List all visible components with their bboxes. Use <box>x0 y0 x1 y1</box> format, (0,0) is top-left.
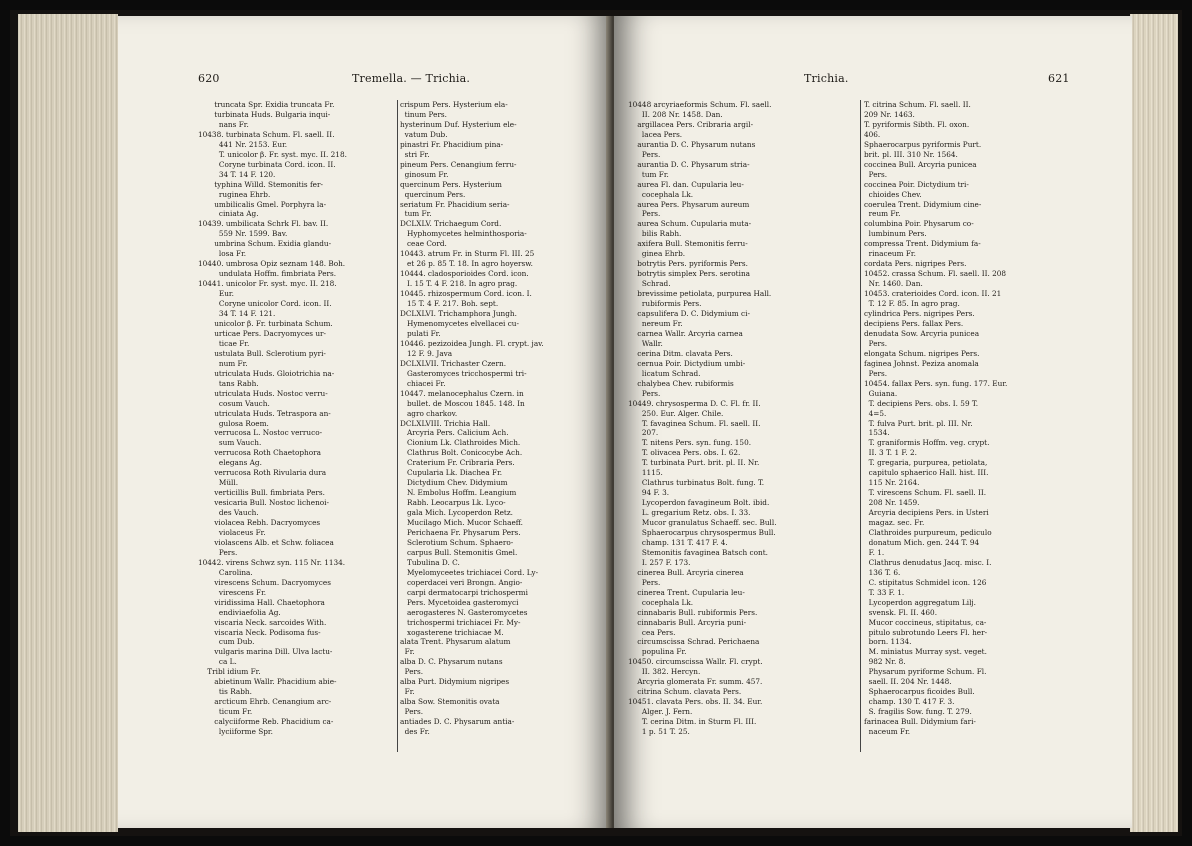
entry-line: Stemonitis favaginea Batsch cont. <box>628 547 768 557</box>
left-page <box>118 16 612 828</box>
entry-line: Pers. <box>628 149 661 159</box>
entry-line: M. miniatus Murray syst. veget. <box>864 647 987 657</box>
entry-line: C. stipitatus Schmidel icon. 126 <box>864 577 987 587</box>
right-page-edges <box>1130 14 1178 832</box>
entry-line: 10442. virens Schwz syn. 115 Nr. 1134. <box>198 557 346 567</box>
entry-line: 10446. pezizoidea Jungh. Fl. crypt. jav. <box>400 338 544 348</box>
entry-line: Mucilago Mich. Mucor Schaeff. <box>400 518 524 528</box>
entry-line: Arcyria glomerata Fr. summ. 457. <box>628 677 763 687</box>
entry-line: elongata Schum. nigripes Pers. <box>864 348 980 358</box>
entry-line: Pers. <box>400 707 424 717</box>
entry-line: 10451. clavata Pers. obs. II. 34. Eur. <box>628 697 763 707</box>
entry-line: F. 1. <box>864 547 885 557</box>
entry-line: 10453. craterioides Cord. icon. II. 21 <box>864 289 1002 299</box>
entry-line: Dictydium Chev. Didymium <box>400 478 508 488</box>
entry-line: Sphaerocarpus ficoides Bull. <box>864 687 975 697</box>
entry-line: verrucosa Roth Rivularia dura <box>198 468 327 478</box>
entry-line: Physarum pyriforme Schum. Fl. <box>864 667 987 677</box>
entry-line: 4=5. <box>864 408 887 418</box>
right-column-1 <box>628 100 844 737</box>
entry-line: Lycoperdon aggregatum Lilj. <box>864 597 977 607</box>
entry-line: ruginea Ehrb. <box>198 189 271 199</box>
entry-line: aurea Schum. Cupularia muta- <box>628 219 752 229</box>
entry-line: carpus Bull. Stemonitis Gmel. <box>400 547 518 557</box>
entry-line: aurea Pers. Physarum aureum <box>628 199 750 209</box>
entry-line: Gasteromyces tricchospermi tri- <box>400 368 527 378</box>
entry-line: seriatum Fr. Phacidium seria- <box>400 199 510 209</box>
entry-line: T. 12 F. 85. In agro prag. <box>864 299 960 309</box>
entry-line: Tubulina D. C. <box>400 557 460 567</box>
entry-line: circumscissa Schrad. Perichaena <box>628 637 760 647</box>
entry-line: Cionium Lk. Clathroides Mich. <box>400 438 521 448</box>
entry-line: Arcyria Pers. Calicium Ach. <box>400 428 509 438</box>
entry-line: Hymenomycetes elvellacei cu- <box>400 318 519 328</box>
entry-line: tum Fr. <box>400 209 432 219</box>
entry-line: lacea Pers. <box>628 129 683 139</box>
entry-line: tum Fr. <box>628 169 669 179</box>
entry-line: calyciiforme Reb. Phacidium ca- <box>198 717 334 727</box>
entry-line: 136 T. 6. <box>864 567 901 577</box>
entry-line: Clathroides purpureum, pediculo <box>864 527 992 537</box>
entry-line: nereum Fr. <box>628 318 683 328</box>
entry-line: champ. 130 T. 417 F. 3. <box>864 697 955 707</box>
entry-line: Müll. <box>198 478 239 488</box>
entry-line: N. Embolus Hoffm. Leangium <box>400 488 517 498</box>
entry-line: ceae Cord. <box>400 239 447 249</box>
entry-line: T. decipiens Pers. obs. I. 59 T. <box>864 398 979 408</box>
entry-line: umbrina Schum. Exidia glandu- <box>198 239 332 249</box>
entry-line: umbilicalis Gmel. Porphyra la- <box>198 199 327 209</box>
entry-line: II. 208 Nr. 1458. Dan. <box>628 109 723 119</box>
entry-line: columbina Poir. Physarum co- <box>864 219 974 229</box>
entry-line: I. 15 T. 4 F. 218. In agro prag. <box>400 279 518 289</box>
entry-line: botrytis Pers. pyriformis Pers. <box>628 259 748 269</box>
left-page-number: 620 <box>198 72 220 85</box>
entry-line: agro charkov. <box>400 408 458 418</box>
entry-line: Clathrus denudatus Jacq. misc. I. <box>864 557 992 567</box>
entry-line: pinastri Fr. Phacidium pina- <box>400 139 504 149</box>
entry-line: axifera Bull. Stemonitis ferru- <box>628 239 748 249</box>
entry-line: cordata Pers. nigripes Pers. <box>864 259 967 269</box>
entry-line: sum Vauch. <box>198 438 262 448</box>
entry-line: utriculata Huds. Tetraspora an- <box>198 408 331 418</box>
entry-line: rinaceum Fr. <box>864 249 916 259</box>
entry-line: undulata Hoffm. fimbriata Pers. <box>198 269 337 279</box>
entry-line: typhina Willd. Stemonitis fer- <box>198 179 323 189</box>
entry-line: 250. Eur. Alger. Chile. <box>628 408 724 418</box>
entry-line: Schrad. <box>628 279 671 289</box>
entry-line: 1534. <box>864 428 890 438</box>
entry-line: 1 p. 51 T. 25. <box>628 727 690 737</box>
entry-line: 34 T. 14 F. 121. <box>198 309 276 319</box>
entry-line: 10449. chrysosperma D. C. Fl. fr. II. <box>628 398 761 408</box>
entry-line: 1115. <box>628 468 663 478</box>
entry-line: tans Rabh. <box>198 378 259 388</box>
entry-line: 208 Nr. 1459. <box>864 498 920 508</box>
entry-line: coperdacei veri Brongn. Angio- <box>400 577 523 587</box>
entry-line: compressa Trent. Didymium fa- <box>864 239 981 249</box>
entry-line: Clathrus Bolt. Conicocybe Ach. <box>400 448 523 458</box>
entry-line: 10443. atrum Fr. in Sturm Fl. III. 25 <box>400 249 535 259</box>
entry-line: T. unicolor β. Fr. syst. myc. II. 218. <box>198 149 347 159</box>
entry-line: cinerea Bull. Arcyria cinerea <box>628 567 744 577</box>
entry-line: ustulata Bull. Sclerotium pyri- <box>198 348 326 358</box>
entry-line: aurea Fl. dan. Cupularia leu- <box>628 179 744 189</box>
entry-line: argillacea Pers. Cribraria argil- <box>628 119 754 129</box>
entry-line: cinerea Trent. Cupularia leu- <box>628 587 745 597</box>
entry-line: arcticum Ehrb. Cenangium arc- <box>198 697 332 707</box>
entry-line: crispum Pers. Hysterium ela- <box>400 100 508 109</box>
entry-line: T. turbinata Purt. brit. pl. II. Nr. <box>628 458 760 468</box>
entry-line: Nr. 1460. Dan. <box>864 279 923 289</box>
entry-line: T. favaginea Schum. Fl. saell. II. <box>628 418 761 428</box>
entry-line: cylindrica Pers. nigripes Pers. <box>864 309 975 319</box>
entry-line: unicolor β. Fr. turbinata Schum. <box>198 318 333 328</box>
entry-line: Craterium Fr. Cribraria Pers. <box>400 458 515 468</box>
entry-line: verrucosa Roth Chaetophora <box>198 448 321 458</box>
entry-line: cea Pers. <box>628 627 676 637</box>
entry-line: T. pyriformis Sibth. Fl. oxon. <box>864 119 970 129</box>
entry-line: nans Fr. <box>198 119 249 129</box>
entry-line: quercinum Pers. Hysterium <box>400 179 502 189</box>
entry-line: magaz. sec. Fr. <box>864 518 925 528</box>
entry-line: carnea Wallr. Arcyria carnea <box>628 328 743 338</box>
entry-line: vulgaris marina Dill. Ulva lactu- <box>198 647 333 657</box>
entry-line: antiades D. C. Physarum antia- <box>400 717 515 727</box>
entry-line: T. citrina Schum. Fl. saell. II. <box>864 100 971 109</box>
entry-line: capitulo sphaerico Hall. hist. III. <box>864 468 989 478</box>
entry-line: coccinea Bull. Arcyria punicea <box>864 159 977 169</box>
entry-line: Eur. <box>198 289 234 299</box>
entry-line: viscaria Neck. sarcoides With. <box>198 617 327 627</box>
entry-line: urticae Pers. Dacryomyces ur- <box>198 328 326 338</box>
entry-line: virescens Fr. <box>198 587 267 597</box>
entry-line: Cupularia Lk. Diachea Fr. <box>400 468 503 478</box>
entry-line: Pers. Mycetoidea gasteromyci <box>400 597 519 607</box>
entry-line: 10452. crassa Schum. Fl. saell. II. 208 <box>864 269 1007 279</box>
entry-line: Sphaerocarpus pyriformis Purt. <box>864 139 982 149</box>
entry-line: des Fr. <box>400 727 430 737</box>
entry-line: Pers. <box>400 667 424 677</box>
entry-line: cinnabaris Bull. rubiformis Pers. <box>628 607 758 617</box>
entry-line: hysterinum Duf. Hysterium ele- <box>400 119 517 129</box>
entry-line: Arcyria decipiens Pers. in Usteri <box>864 508 989 518</box>
entry-line: 10438. turbinata Schum. Fl. saell. II. <box>198 129 335 139</box>
entry-line: cerina Ditm. clavata Pers. <box>628 348 733 358</box>
entry-line: 209 Nr. 1463. <box>864 109 915 119</box>
entry-line: Fr. <box>400 687 415 697</box>
entry-line: cocephala Lk. <box>628 189 694 199</box>
entry-line: Pers. <box>864 368 888 378</box>
entry-line: utriculata Huds. Gloiotrichia na- <box>198 368 335 378</box>
entry-line: Rabh. Leocarpus Lk. Lyco- <box>400 498 506 508</box>
entry-line: Guiana. <box>864 388 898 398</box>
entry-line: violaceus Fr. <box>198 527 266 537</box>
entry-line: coccinea Poir. Dictydium tri- <box>864 179 969 189</box>
entry-line: ca L. <box>198 657 237 667</box>
entry-line: pulati Fr. <box>400 328 441 338</box>
entry-line: DCLXLVI. Trichamphora Jungh. <box>400 309 517 319</box>
entry-line: aerogasteres N. Gasteromycetes <box>400 607 528 617</box>
right-running-head: Trichia. <box>804 72 849 85</box>
entry-line: Pers. <box>864 169 888 179</box>
entry-line: Perichaena Fr. Physarum Pers. <box>400 527 521 537</box>
entry-line: faginea Johnst. Peziza anomala <box>864 358 979 368</box>
entry-line: T. gregaria, purpurea, petiolata, <box>864 458 988 468</box>
entry-line: 10444. cladosporioides Cord. icon. <box>400 269 529 279</box>
entry-line: Tribl idium Fr. <box>198 667 261 677</box>
entry-line: citrina Schum. clavata Pers. <box>628 687 742 697</box>
entry-line: capsulifera D. C. Didymium ci- <box>628 309 750 319</box>
entry-line: bullet. de Moscou 1845. 148. In <box>400 398 525 408</box>
entry-line: brit. pl. III. 310 Nr. 1564. <box>864 149 958 159</box>
left-running-head: Tremella. — Trichia. <box>352 72 471 85</box>
entry-line: decipiens Pers. fallax Pers. <box>864 318 964 328</box>
entry-line: II. 3 T. 1 F. 2. <box>864 448 917 458</box>
entry-line: T. olivacea Pers. obs. I. 62. <box>628 448 741 458</box>
entry-line: L. gregarium Retz. obs. I. 33. <box>628 508 751 518</box>
entry-line: cosum Vauch. <box>198 398 270 408</box>
entry-line: virescens Schum. Dacryomyces <box>198 577 331 587</box>
entry-line: 10445. rhizospermum Cord. icon. I. <box>400 289 532 299</box>
entry-line: gala Mich. Lycoperdon Retz. <box>400 508 514 518</box>
entry-line: Carolina. <box>198 567 253 577</box>
entry-line: farinacea Bull. Didymium fari- <box>864 717 976 727</box>
right-page-number: 621 <box>1048 72 1070 85</box>
entry-line: cocephala Lk. <box>628 597 694 607</box>
entry-line: Pers. <box>628 388 661 398</box>
entry-line: stri Fr. <box>400 149 430 159</box>
entry-line: 94 F. 3. <box>628 488 670 498</box>
entry-line: brevissime petiolata, purpurea Hall. <box>628 289 772 299</box>
entry-line: lumbinum Pers. <box>864 229 927 239</box>
entry-line: Lycoperdon favagineum Bolt. ibid. <box>628 498 770 508</box>
entry-line: cernua Poir. Dictydium umbi- <box>628 358 746 368</box>
entry-line: bilis Rabh. <box>628 229 682 239</box>
entry-line: gulosa Roem. <box>198 418 269 428</box>
entry-line: T. cerina Ditm. in Sturm Fl. III. <box>628 717 757 727</box>
entry-line: Pers. <box>628 577 661 587</box>
entry-line: naceum Fr. <box>864 727 911 737</box>
right-page <box>614 16 1132 828</box>
entry-line: chalybea Chev. rubiformis <box>628 378 734 388</box>
entry-line: xogasterene trichiacae M. <box>400 627 504 637</box>
entry-line: 10448 arcyriaeformis Schum. Fl. saell. <box>628 100 772 109</box>
left-column-1 <box>198 100 394 737</box>
entry-line: ciniata Ag. <box>198 209 259 219</box>
entry-line: Pers. <box>198 547 238 557</box>
entry-line: 559 Nr. 1599. Bav. <box>198 229 288 239</box>
entry-line: tinum Pers. <box>400 109 447 119</box>
entry-line: coerulea Trent. Didymium cine- <box>864 199 982 209</box>
entry-line: vatum Dub. <box>400 129 448 139</box>
entry-line: aurantia D. C. Physarum nutans <box>628 139 756 149</box>
left-column-rule <box>397 100 398 752</box>
entry-line: saell. II. 204 Nr. 1448. <box>864 677 952 687</box>
entry-line: Coryne unicolor Cord. icon. II. <box>198 299 332 309</box>
entry-line: trichospermi trichiacei Fr. My- <box>400 617 521 627</box>
entry-line: Sphaerocarpus chrysospermus Bull. <box>628 527 776 537</box>
left-column-2 <box>400 100 600 737</box>
entry-line: abietinum Wallr. Phacidium abie- <box>198 677 337 687</box>
left-page-edges <box>18 14 118 832</box>
entry-line: botrytis simplex Pers. serotina <box>628 269 751 279</box>
entry-line: Wallr. <box>628 338 663 348</box>
entry-line: T. nitens Pers. syn. fung. 150. <box>628 438 752 448</box>
entry-line: 441 Nr. 2153. Eur. <box>198 139 288 149</box>
entry-line: DCLXLVII. Trichaster Czern. <box>400 358 507 368</box>
right-column-rule <box>860 100 861 752</box>
entry-line: Coryne turbinata Cord. icon. II. <box>198 159 336 169</box>
entry-line: 15 T. 4 F. 217. Boh. sept. <box>400 299 499 309</box>
entry-line: DCLXLV. Trichaegum Cord. <box>400 219 502 229</box>
entry-line: carpi dermatocarpi trichospermi <box>400 587 528 597</box>
entry-line: alba Sow. Stemonitis ovata <box>400 697 500 707</box>
entry-line: Mucor granulatus Schaeff. sec. Bull. <box>628 518 777 528</box>
entry-line: Clathrus turbinatus Bolt. fung. T. <box>628 478 765 488</box>
entry-line: 34 T. 14 F. 120. <box>198 169 276 179</box>
entry-line: T. 33 F. 1. <box>864 587 905 597</box>
entry-line: des Vauch. <box>198 508 259 518</box>
entry-line: cinnabaris Bull. Arcyria puni- <box>628 617 747 627</box>
entry-line: T. virescens Schum. Fl. saell. II. <box>864 488 987 498</box>
entry-line: svensk. Fl. II. 460. <box>864 607 938 617</box>
entry-line: Hyphomycetes helminthosporia- <box>400 229 527 239</box>
entry-line: I. 257 F. 173. <box>628 557 691 567</box>
entry-line: pineum Pers. Cenangium ferru- <box>400 159 517 169</box>
entry-line: ticum Fr. <box>198 707 253 717</box>
entry-line: Pers. <box>864 338 888 348</box>
entry-line: ginosum Fr. <box>400 169 449 179</box>
entry-line: 406. <box>864 129 881 139</box>
entry-line: pitulo subrotundo Leers Fl. her- <box>864 627 988 637</box>
entry-line: populina Fr. <box>628 647 687 657</box>
right-column-2 <box>864 100 1074 737</box>
entry-line: DCLXLVIII. Trichia Hall. <box>400 418 491 428</box>
entry-line: Pers. <box>628 209 661 219</box>
entry-line: quercinum Pers. <box>400 189 466 199</box>
entry-line: alba D. C. Physarum nutans <box>400 657 503 667</box>
entry-line: chioides Chev. <box>864 189 922 199</box>
entry-line: Myelomyceetes trichiacei Cord. Ly- <box>400 567 539 577</box>
entry-line: Fr. <box>400 647 415 657</box>
entry-line: S. fragilis Sow. fung. T. 279. <box>864 707 972 717</box>
entry-line: 10439. umbilicata Schrk Fl. bav. II. <box>198 219 329 229</box>
entry-line: et 26 p. 85 T. 18. In agro hoyersw. <box>400 259 533 269</box>
entry-line: T. graniformis Hoffm. veg. crypt. <box>864 438 990 448</box>
entry-line: tis Rabh. <box>198 687 252 697</box>
entry-line: vesicaria Bull. Nostoc lichenoi- <box>198 498 329 508</box>
entry-line: licatum Schrad. <box>628 368 701 378</box>
entry-line: violascens Alb. et Schw. foliacea <box>198 537 334 547</box>
entry-line: donatum Mich. gen. 244 T. 94 <box>864 537 980 547</box>
entry-line: born. 1134. <box>864 637 912 647</box>
entry-line: 10447. melanocephalus Czern. in <box>400 388 524 398</box>
entry-line: 115 Nr. 2164. <box>864 478 920 488</box>
entry-line: ticae Fr. <box>198 338 250 348</box>
entry-line: cum Dub. <box>198 637 255 647</box>
entry-line: 10441. unicolor Fr. syst. myc. II. 218. <box>198 279 337 289</box>
entry-line: rubiformis Pers. <box>628 299 702 309</box>
entry-line: verrucosa L. Nostoc verruco- <box>198 428 323 438</box>
entry-line: 10450. circumscissa Wallr. Fl. crypt. <box>628 657 763 667</box>
entry-line: Mucor coccineus, stipitatus, ca- <box>864 617 987 627</box>
entry-line: Sclerotium Schum. Sphaero- <box>400 537 514 547</box>
entry-line: ginea Ehrb. <box>628 249 686 259</box>
entry-line: 982 Nr. 8. <box>864 657 906 667</box>
entry-line: 207. <box>628 428 659 438</box>
entry-line: alata Trent. Physarum alatum <box>400 637 511 647</box>
entry-line: alba Purt. Didymium nigripes <box>400 677 510 687</box>
entry-line: losa Fr. <box>198 249 247 259</box>
entry-line: aurantia D. C. Physarum stria- <box>628 159 750 169</box>
entry-line: reum Fr. <box>864 209 901 219</box>
entry-line: chiacei Fr. <box>400 378 446 388</box>
entry-line: turbinata Huds. Bulgaria inqui- <box>198 109 331 119</box>
entry-line: 10440. umbrosa Opiz seznam 148. Boh. <box>198 259 346 269</box>
entry-line: violacea Rebh. Dacryomyces <box>198 518 321 528</box>
entry-line: II. 382. Hercyn. <box>628 667 701 677</box>
entry-line: champ. 131 T. 417 F. 4. <box>628 537 728 547</box>
entry-line: viscaria Neck. Podisoma fus- <box>198 627 321 637</box>
entry-line: 10454. fallax Pers. syn. fung. 177. Eur. <box>864 378 1008 388</box>
entry-line: T. fulva Purt. brit. pl. III. Nr. <box>864 418 973 428</box>
entry-line: num Fr. <box>198 358 248 368</box>
entry-line: viridissima Hall. Chaetophora <box>198 597 325 607</box>
entry-line: verticillis Bull. fimbriata Pers. <box>198 488 325 498</box>
entry-line: endiviaefolia Ag. <box>198 607 281 617</box>
entry-line: lyciiforme Spr. <box>198 727 273 737</box>
entry-line: Alger. J. Fern. <box>628 707 693 717</box>
entry-line: elegans Ag. <box>198 458 262 468</box>
entry-line: utriculata Huds. Nostoc verru- <box>198 388 328 398</box>
entry-line: truncata Spr. Exidia truncata Fr. <box>198 100 335 109</box>
entry-line: denudata Sow. Arcyria punicea <box>864 328 980 338</box>
entry-line: 12 F. 9. Java <box>400 348 453 358</box>
